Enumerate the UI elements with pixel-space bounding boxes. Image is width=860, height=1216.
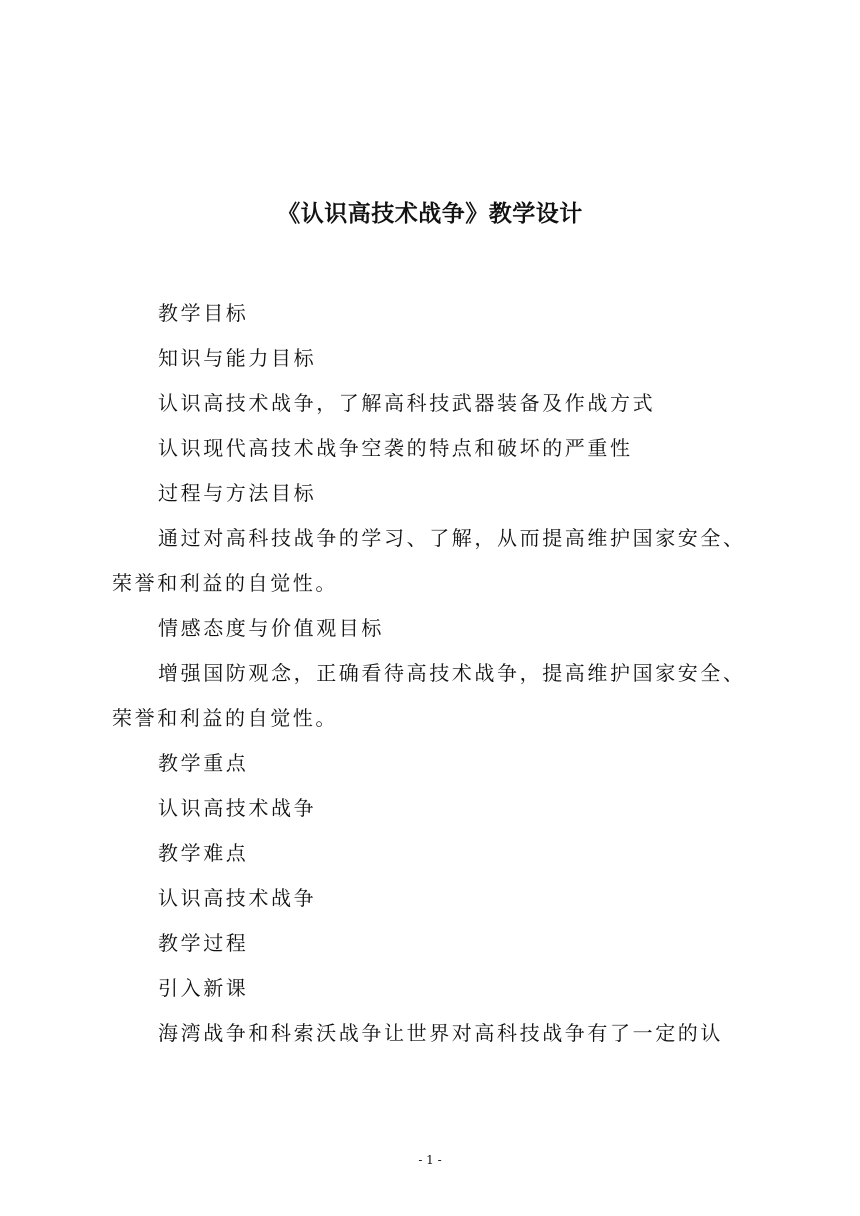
paragraph-knowledge-ability-goals: 知识与能力目标: [158, 346, 317, 370]
paragraph-teaching-process: 教学过程: [158, 931, 249, 955]
paragraph-key-point-text: 认识高技术战争: [158, 796, 317, 820]
paragraph-emotion-values-goals: 情感态度与价值观目标: [158, 616, 384, 640]
paragraph-teaching-key-point: 教学重点: [158, 751, 249, 775]
paragraph-goal-understand-war: 认识高技术战争，了解高科技武器装备及作战方式: [158, 391, 656, 415]
paragraph-goal-air-raid: 认识现代高技术战争空袭的特点和破坏的严重性: [158, 436, 633, 460]
paragraph-process-method-text: 通过对高科技战争的学习、了解，从而提高维护国家安全、荣誉和利益的自觉性。: [112, 526, 746, 595]
page-number: - 1 -: [418, 1153, 442, 1167]
paragraph-emotion-values-text: 增强国防观念，正确看待高技术战争，提高维护国家安全、荣誉和利益的自觉性。: [112, 661, 746, 730]
paragraph-lesson-intro-text: 海湾战争和科索沃战争让世界对高科技战争有了一定的认: [158, 1021, 723, 1045]
paragraph-introduce-lesson: 引入新课: [158, 976, 249, 1000]
paragraph-teaching-difficulty: 教学难点: [158, 841, 249, 865]
document-body: [112, 291, 752, 1056]
paragraph-difficulty-text: 认识高技术战争: [158, 886, 317, 910]
document-title: 《认识高技术战争》教学设计: [277, 200, 583, 227]
paragraph-teaching-goals: 教学目标: [158, 301, 249, 325]
paragraph-process-method-goals: 过程与方法目标: [158, 481, 317, 505]
